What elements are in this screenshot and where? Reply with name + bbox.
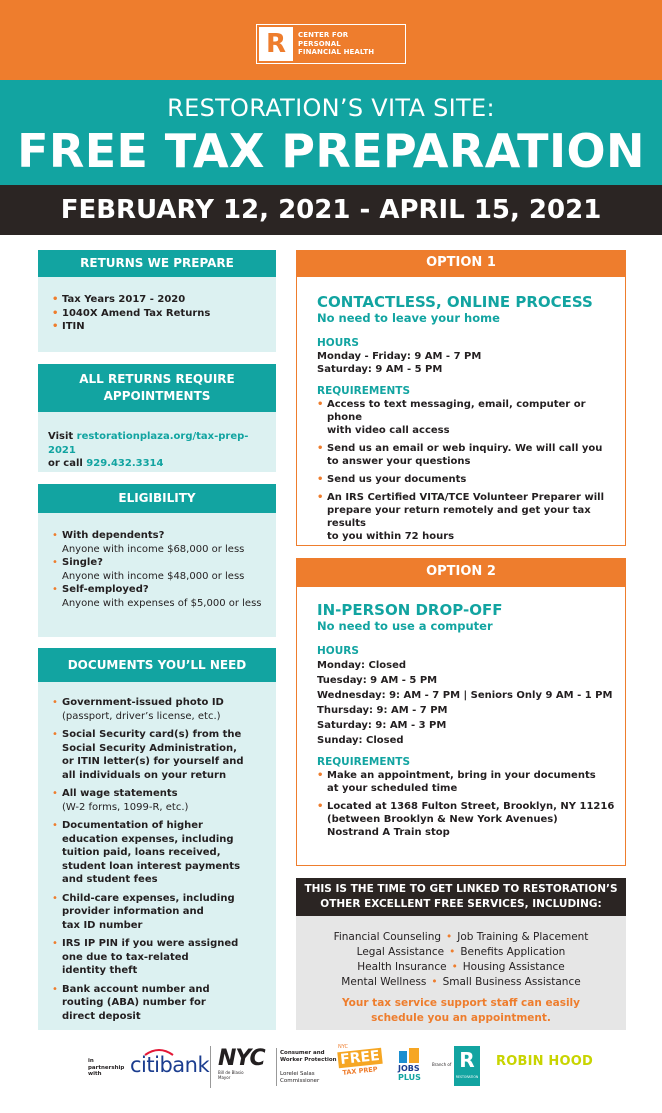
documents-list: [52, 696, 276, 1023]
requirement-item: [317, 800, 619, 839]
partnership-label: in partnership with: [88, 1058, 125, 1077]
separator-dot: •: [446, 931, 453, 943]
logo-divider: [210, 1046, 211, 1088]
option2-hours: [317, 658, 619, 748]
service-row: [296, 945, 626, 960]
branch-label: Branch of: [432, 1062, 452, 1067]
option1-subtitle: No need to leave your home: [317, 311, 500, 325]
requirement-line: • Send us your documents: [327, 474, 467, 485]
document-note: (W-2 forms, 1099-R, etc.): [62, 801, 189, 813]
website-link[interactable]: restorationplaza.org/tax-prep-2021: [48, 431, 249, 456]
hours-line: Monday: Closed: [317, 660, 407, 671]
requirement-item: [317, 398, 615, 437]
service-item: Mental Wellness: [341, 976, 427, 988]
document-item: [52, 728, 276, 782]
appointments-body: Visit restorationplaza.org/tax-prep-2021 or call 929.432.3314: [38, 412, 276, 472]
service-item: Job Training & Placement: [457, 931, 589, 943]
option1-requirements-label: REQUIREMENTS: [317, 385, 411, 397]
list-item: • Self-employed? Anyone with expenses of $5,000 or less: [52, 583, 276, 610]
requirement-line: • Located at 1368 Fulton Street, Brooklyn, NY 11216: [327, 801, 615, 812]
citibank-logo: citibank: [130, 1053, 209, 1077]
document-item: [52, 819, 276, 887]
jobs-plus-logo: JOBS PLUS: [398, 1048, 422, 1082]
center-logo: [256, 24, 406, 64]
option1-requirements: [317, 398, 615, 543]
hours-line: Monday - Friday: 9 AM - 7 PM: [317, 351, 482, 362]
document-item: [52, 787, 276, 814]
option2-hours-label: HOURS: [317, 645, 359, 657]
option2-heading: OPTION 2: [296, 558, 626, 586]
document-line: • Social Security card(s) from the: [62, 729, 242, 740]
separator-dot: •: [431, 976, 438, 988]
service-item: Benefits Application: [460, 946, 566, 958]
nyc-logo: NYC Bill de Blasio Mayor: [218, 1046, 265, 1080]
document-line: student loan interest payments: [62, 860, 241, 872]
page-title: FREE TAX PREPARATION: [17, 124, 645, 178]
requirement-line: • Send us an email or web inquiry. We will call you: [327, 443, 603, 454]
service-item: Health Insurance: [357, 961, 447, 973]
hours-line: Thursday: 9: AM - 7 PM: [317, 705, 448, 716]
list-item: • ITIN: [52, 320, 276, 334]
option2-body: [296, 586, 626, 866]
service-row: [296, 960, 626, 975]
document-item: [52, 696, 276, 723]
services-list: [296, 930, 626, 990]
logo-divider: [276, 1048, 277, 1086]
dcwp-logo: Consumer and Worker Protection Lorelei Salas Commissioner: [280, 1050, 337, 1084]
option2-requirements: [317, 769, 619, 839]
logo-mark: R: [259, 27, 293, 61]
requirement-line: at your scheduled time: [327, 783, 458, 794]
document-line: Social Security Administration,: [62, 742, 237, 754]
requirement-line: with video call access: [327, 425, 450, 436]
service-row: [296, 975, 626, 990]
free-tax-prep-logo: NYC FREE TAX PREP: [338, 1044, 382, 1088]
document-item: [52, 937, 276, 978]
separator-dot: •: [451, 961, 458, 973]
requirement-line: to you within 72 hours: [327, 531, 455, 542]
list-item: • Single? Anyone with income $48,000 or less: [52, 556, 276, 583]
hours-line: Saturday: 9 AM - 5 PM: [317, 364, 443, 375]
documents-body: [38, 682, 276, 1030]
requirement-item: [317, 442, 615, 468]
citi-arc-icon: [144, 1048, 174, 1056]
option1-title: CONTACTLESS, ONLINE PROCESS: [317, 293, 593, 311]
option2-requirements-label: REQUIREMENTS: [317, 756, 411, 768]
services-body: [296, 916, 626, 1030]
robin-hood-logo: ROBIN HOOD: [496, 1054, 593, 1069]
document-line: • Government-issued photo ID: [62, 697, 224, 708]
header-band: [0, 0, 662, 80]
logo-text: CENTER FOR PERSONAL FINANCIAL HEALTH: [298, 31, 375, 57]
partner-logos: [0, 1040, 662, 1100]
requirement-item: [317, 491, 615, 543]
date-range: FEBRUARY 12, 2021 - APRIL 15, 2021: [0, 185, 662, 235]
option1-hours-label: HOURS: [317, 337, 359, 349]
requirement-line: (between Brooklyn & New York Avenues): [327, 814, 558, 825]
document-line: all individuals on your return: [62, 769, 227, 781]
option1-body: [296, 276, 626, 546]
service-item: Housing Assistance: [462, 961, 565, 973]
services-heading: THIS IS THE TIME TO GET LINKED TO RESTORATION’S OTHER EXCELLENT FREE SERVICES, INCLUDING:: [296, 878, 626, 916]
hours-line: Tuesday: 9 AM - 5 PM: [317, 675, 438, 686]
document-line: • Bank account number and: [62, 983, 210, 995]
document-line: direct deposit: [62, 1010, 141, 1022]
requirement-line: • Access to text messaging, email, computer or phone: [327, 399, 586, 423]
document-line: one due to tax-related: [62, 951, 189, 963]
hours-line: Saturday: 9: AM - 3 PM: [317, 720, 447, 731]
page-subtitle: RESTORATION’S VITA SITE:: [167, 94, 495, 122]
document-line: identity theft: [62, 965, 138, 976]
document-line: tax ID number: [62, 919, 143, 931]
service-item: Legal Assistance: [356, 946, 445, 958]
phone-link[interactable]: 929.432.3314: [86, 458, 164, 469]
document-line: provider information and: [62, 906, 204, 917]
document-line: routing (ABA) number for: [62, 997, 206, 1008]
jobs-plus-icon: [398, 1048, 422, 1064]
requirement-line: • Make an appointment, bring in your documents: [327, 770, 596, 781]
eligibility-heading: ELIGIBILITY: [38, 484, 276, 513]
hours-line: Wednesday: 9: AM - 7 PM | Seniors Only 9 AM - 1 PM: [317, 690, 613, 701]
requirement-line: to answer your questions: [327, 456, 471, 467]
services-note: Your tax service support staff can easily schedule you an appointment.: [342, 997, 580, 1024]
document-line: • Documentation of higher: [62, 820, 203, 831]
returns-heading: RETURNS WE PREPARE: [38, 250, 276, 277]
hours-line: Sunday: Closed: [317, 735, 404, 746]
requirement-line: • An IRS Certified VITA/TCE Volunteer Preparer will: [327, 492, 604, 503]
option2-subtitle: No need to use a computer: [317, 619, 493, 633]
list-item: • With dependents? Anyone with income $68,000 or less: [52, 529, 276, 556]
returns-body: [38, 277, 276, 352]
service-row: [296, 930, 626, 945]
option2-title: IN-PERSON DROP-OFF: [317, 601, 503, 619]
title-band: [0, 80, 662, 185]
document-line: • Child-care expenses, including: [62, 892, 235, 904]
requirement-line: prepare your return remotely and get your tax results: [327, 505, 591, 529]
document-line: and student fees: [62, 874, 158, 885]
option1-heading: OPTION 1: [296, 250, 626, 276]
appointments-heading: ALL RETURNS REQUIRE APPOINTMENTS: [38, 364, 276, 412]
document-item: [52, 983, 276, 1024]
requirement-line: Nostrand A Train stop: [327, 827, 450, 838]
document-line: • IRS IP PIN if you were assigned: [62, 938, 239, 949]
documents-heading: DOCUMENTS YOU’LL NEED: [38, 648, 276, 682]
document-item: [52, 892, 276, 933]
requirement-item: [317, 473, 615, 486]
eligibility-body: [38, 513, 276, 637]
document-line: • All wage statements: [62, 788, 178, 799]
document-line: tuition paid, loans received,: [62, 847, 221, 858]
document-note: (passport, driver’s license, etc.): [62, 710, 221, 722]
service-item: Financial Counseling: [333, 931, 442, 943]
document-line: or ITIN letter(s) for yourself and: [62, 756, 244, 767]
document-line: education expenses, including: [62, 833, 234, 845]
separator-dot: •: [449, 946, 456, 958]
list-item: • 1040X Amend Tax Returns: [52, 307, 276, 321]
restoration-logo: R RESTORATION: [454, 1046, 480, 1086]
list-item: • Tax Years 2017 - 2020: [52, 293, 276, 307]
service-item: Small Business Assistance: [442, 976, 581, 988]
requirement-item: [317, 769, 619, 795]
